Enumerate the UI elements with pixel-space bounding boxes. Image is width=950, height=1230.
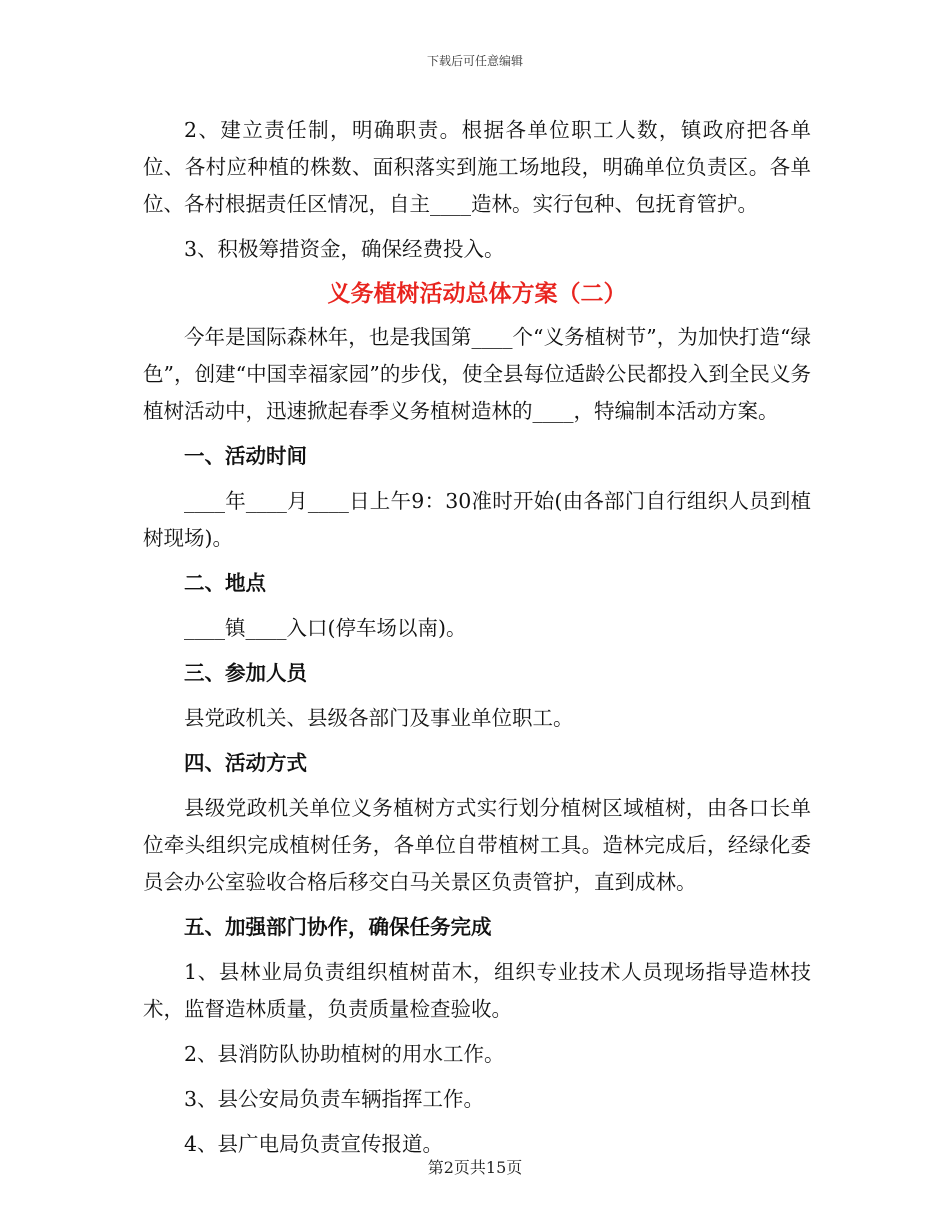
document-body	[143, 112, 811, 1171]
list-item-police: 3、县公安局负责车辆指挥工作。	[184, 1087, 485, 1111]
paragraph-responsibility: 2、建立责任制，明确职责。根据各单位职工人数，镇政府把各单位、各村应种植的株数、面积落实到施工场地段，明确单位负责区。各单位、各村根据责任区情况，自主____造林。实行包种、包抚育管护。	[143, 118, 811, 216]
paragraph-location: ____镇____入口(停车场以南)。	[184, 616, 467, 640]
page-header: 下载后可任意编辑	[426, 54, 523, 68]
heading-activity-time: 一、活动时间	[184, 444, 307, 468]
page-footer: 第2页共15页	[427, 1158, 523, 1177]
paragraph-participants: 县党政机关、县级各部门及事业单位职工。	[184, 706, 574, 730]
list-item-fire-brigade: 2、县消防队协助植树的用水工作。	[184, 1042, 505, 1066]
paragraph-activity-method: 县级党政机关单位义务植树方式实行划分植树区域植树，由各口长单位牵头组织完成植树任务，各单位自带植树工具。造林完成后，经绿化委员会办公室验收合格后移交白马关景区负责管护，直到成林。	[143, 796, 811, 894]
section-title: 义务植树活动总体方案（二）	[327, 281, 627, 307]
heading-location: 二、地点	[184, 571, 266, 595]
paragraph-funding: 3、积极筹措资金，确保经费投入。	[184, 237, 505, 261]
heading-cooperation: 五、加强部门协作，确保任务完成	[184, 915, 492, 939]
list-item-forestry: 1、县林业局负责组织植树苗木，组织专业技术人员现场指导造林技术，监督造林质量，负责质量检查验收。	[143, 960, 811, 1021]
heading-participants: 三、参加人员	[184, 661, 307, 685]
list-item-broadcast: 4、县广电局负责宣传报道。	[184, 1132, 444, 1156]
paragraph-intro: 今年是国际森林年，也是我国第____个“义务植树节”，为加快打造“绿色”，创建“中国幸福家园”的步伐，使全县每位适龄公民都投入到全民义务植树活动中，迅速掀起春季义务植树造林的____，特编制本活动方案。	[143, 325, 811, 423]
heading-activity-method: 四、活动方式	[184, 751, 307, 775]
paragraph-activity-time: ____年____月____日上午9：30准时开始(由各部门自行组织人员到植树现场)。	[143, 489, 811, 550]
